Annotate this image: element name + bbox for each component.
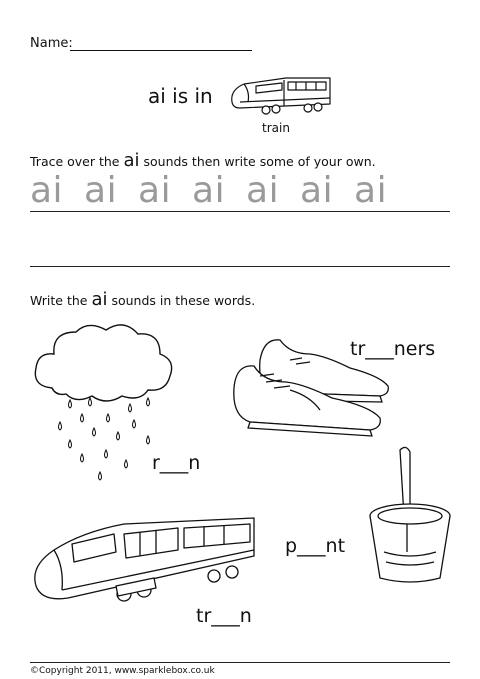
trace-instruction-ai: ai: [123, 150, 140, 171]
copyright-text: ©Copyright 2011, www.sparklebox.co.uk: [30, 666, 215, 676]
rain-cloud-icon: [30, 316, 180, 506]
train-caption: train: [262, 121, 290, 135]
paint-pot-icon: [360, 444, 460, 584]
train-large-icon: [28, 514, 258, 614]
words-instruction-pre: Write the: [30, 293, 92, 308]
trace-baseline[interactable]: [30, 211, 450, 212]
trace-letters: ai ai ai ai ai ai ai: [30, 170, 388, 211]
write-line[interactable]: [30, 266, 450, 267]
word-paint: p___nt: [285, 535, 346, 557]
name-label: Name:: [30, 36, 73, 51]
word-train: tr___n: [196, 605, 252, 627]
trace-instruction-pre: Trace over the: [30, 154, 124, 169]
word-rain: r___n: [152, 452, 201, 474]
trace-instruction: [30, 150, 376, 171]
footer-divider: [30, 662, 450, 663]
train-small-icon: [226, 72, 334, 118]
words-instruction: [30, 289, 255, 310]
name-write-line[interactable]: [70, 50, 252, 51]
trace-instruction-post: sounds then write some of your own.: [139, 154, 376, 169]
word-trainers: tr___ners: [350, 338, 436, 360]
words-instruction-ai: ai: [91, 289, 108, 310]
words-instruction-post: sounds in these words.: [107, 293, 256, 308]
page-title: ai is in: [148, 84, 213, 108]
